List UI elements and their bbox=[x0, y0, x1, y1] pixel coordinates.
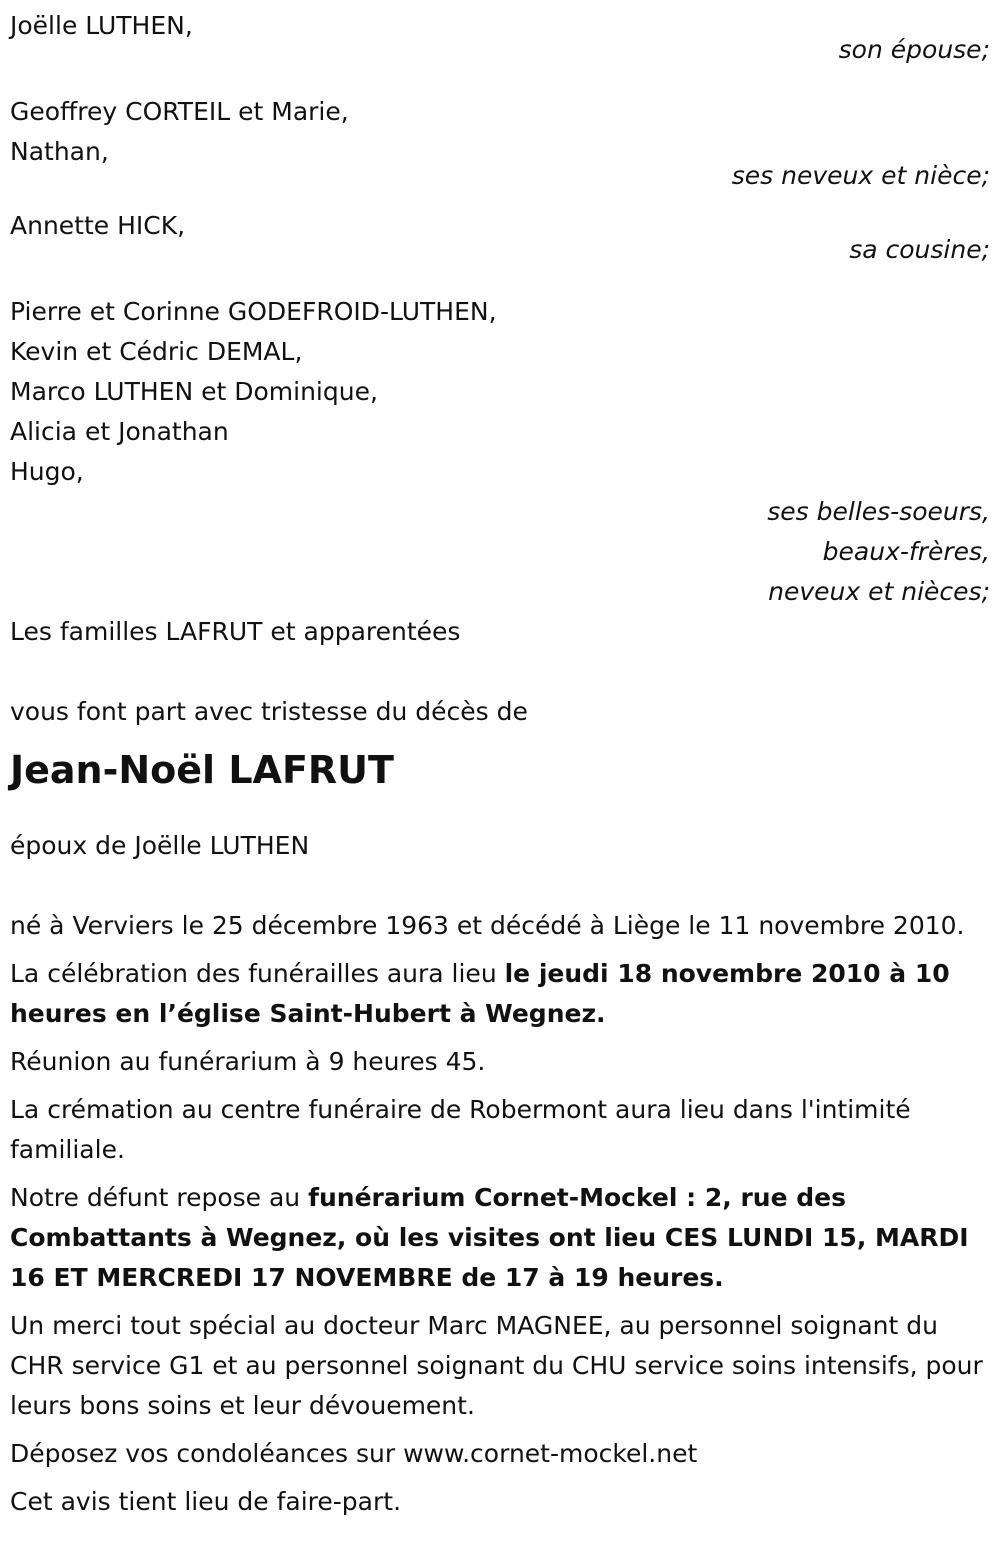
family-name-line: Nathan, bbox=[10, 137, 109, 166]
condolences-paragraph: Déposez vos condoléances sur www.cornet-mockel.net bbox=[10, 1439, 698, 1468]
funeral-date-place: le jeudi 18 novembre 2010 à 10 heures en l’église Saint-Hubert à Wegnez. bbox=[10, 959, 950, 1028]
family-block-families bbox=[10, 612, 990, 652]
family-name-line: Joëlle LUTHEN, bbox=[10, 11, 193, 40]
family-name-line: Alicia et Jonathan bbox=[10, 417, 229, 446]
cremation-paragraph: La crémation au centre funéraire de Robermont aura lieu dans l'intimité familiale. bbox=[10, 1095, 911, 1164]
meeting-paragraph: Réunion au funérarium à 9 heures 45. bbox=[10, 1047, 486, 1076]
funeral-prefix: La célébration des funérailles aura lieu bbox=[10, 959, 505, 988]
family-block-cousin bbox=[10, 206, 990, 270]
notice-paragraph: Cet avis tient lieu de faire-part. bbox=[10, 1487, 402, 1516]
rest-prefix: Notre défunt repose au bbox=[10, 1183, 309, 1212]
family-name-line: Kevin et Cédric DEMAL, bbox=[10, 337, 303, 366]
relation-label: neveux et nièces; bbox=[768, 577, 990, 606]
family-name-line: Pierre et Corinne GODEFROID-LUTHEN, bbox=[10, 297, 497, 326]
relation-label: ses belles-soeurs, bbox=[767, 497, 990, 526]
family-block-in-laws bbox=[10, 292, 990, 612]
relation-label: beaux-frères, bbox=[822, 537, 990, 566]
family-block-nephews bbox=[10, 92, 990, 196]
thanks-paragraph: Un merci tout spécial au docteur Marc MAGNEE, au personnel soignant du CHR service G1 et au personnel soignant du CHU service soins intensifs, pour leurs bons soins et leur dévouement. bbox=[10, 1311, 983, 1420]
funeral-paragraph bbox=[10, 954, 990, 1034]
obituary-notice bbox=[10, 6, 990, 1530]
family-name-line: Hugo, bbox=[10, 457, 84, 486]
deceased-name: Jean-Noël LAFRUT bbox=[10, 748, 394, 792]
family-name-line: Geoffrey CORTEIL et Marie, bbox=[10, 97, 349, 126]
spouse-line: époux de Joëlle LUTHEN bbox=[10, 831, 310, 860]
family-name-line: Les familles LAFRUT et apparentées bbox=[10, 617, 461, 646]
family-name-line: Marco LUTHEN et Dominique, bbox=[10, 377, 378, 406]
announcement-text: vous font part avec tristesse du décès de bbox=[10, 697, 528, 726]
relation-label: sa cousine; bbox=[849, 235, 990, 264]
birth-death-paragraph: né à Verviers le 25 décembre 1963 et décédé à Liège le 11 novembre 2010. bbox=[10, 911, 965, 940]
relation-label: son épouse; bbox=[838, 35, 990, 64]
family-name-line: Annette HICK, bbox=[10, 211, 186, 240]
rest-paragraph bbox=[10, 1178, 990, 1298]
rest-location-visits: funérarium Cornet-Mockel : 2, rue des Combattants à Wegnez, où les visites ont lieu CES LUNDI 15, MARDI 16 ET MERCREDI 17 NOVEMBRE de 17 à 19 heures. bbox=[10, 1183, 969, 1292]
family-block-spouse bbox=[10, 6, 990, 70]
relation-label: ses neveux et nièce; bbox=[731, 161, 990, 190]
